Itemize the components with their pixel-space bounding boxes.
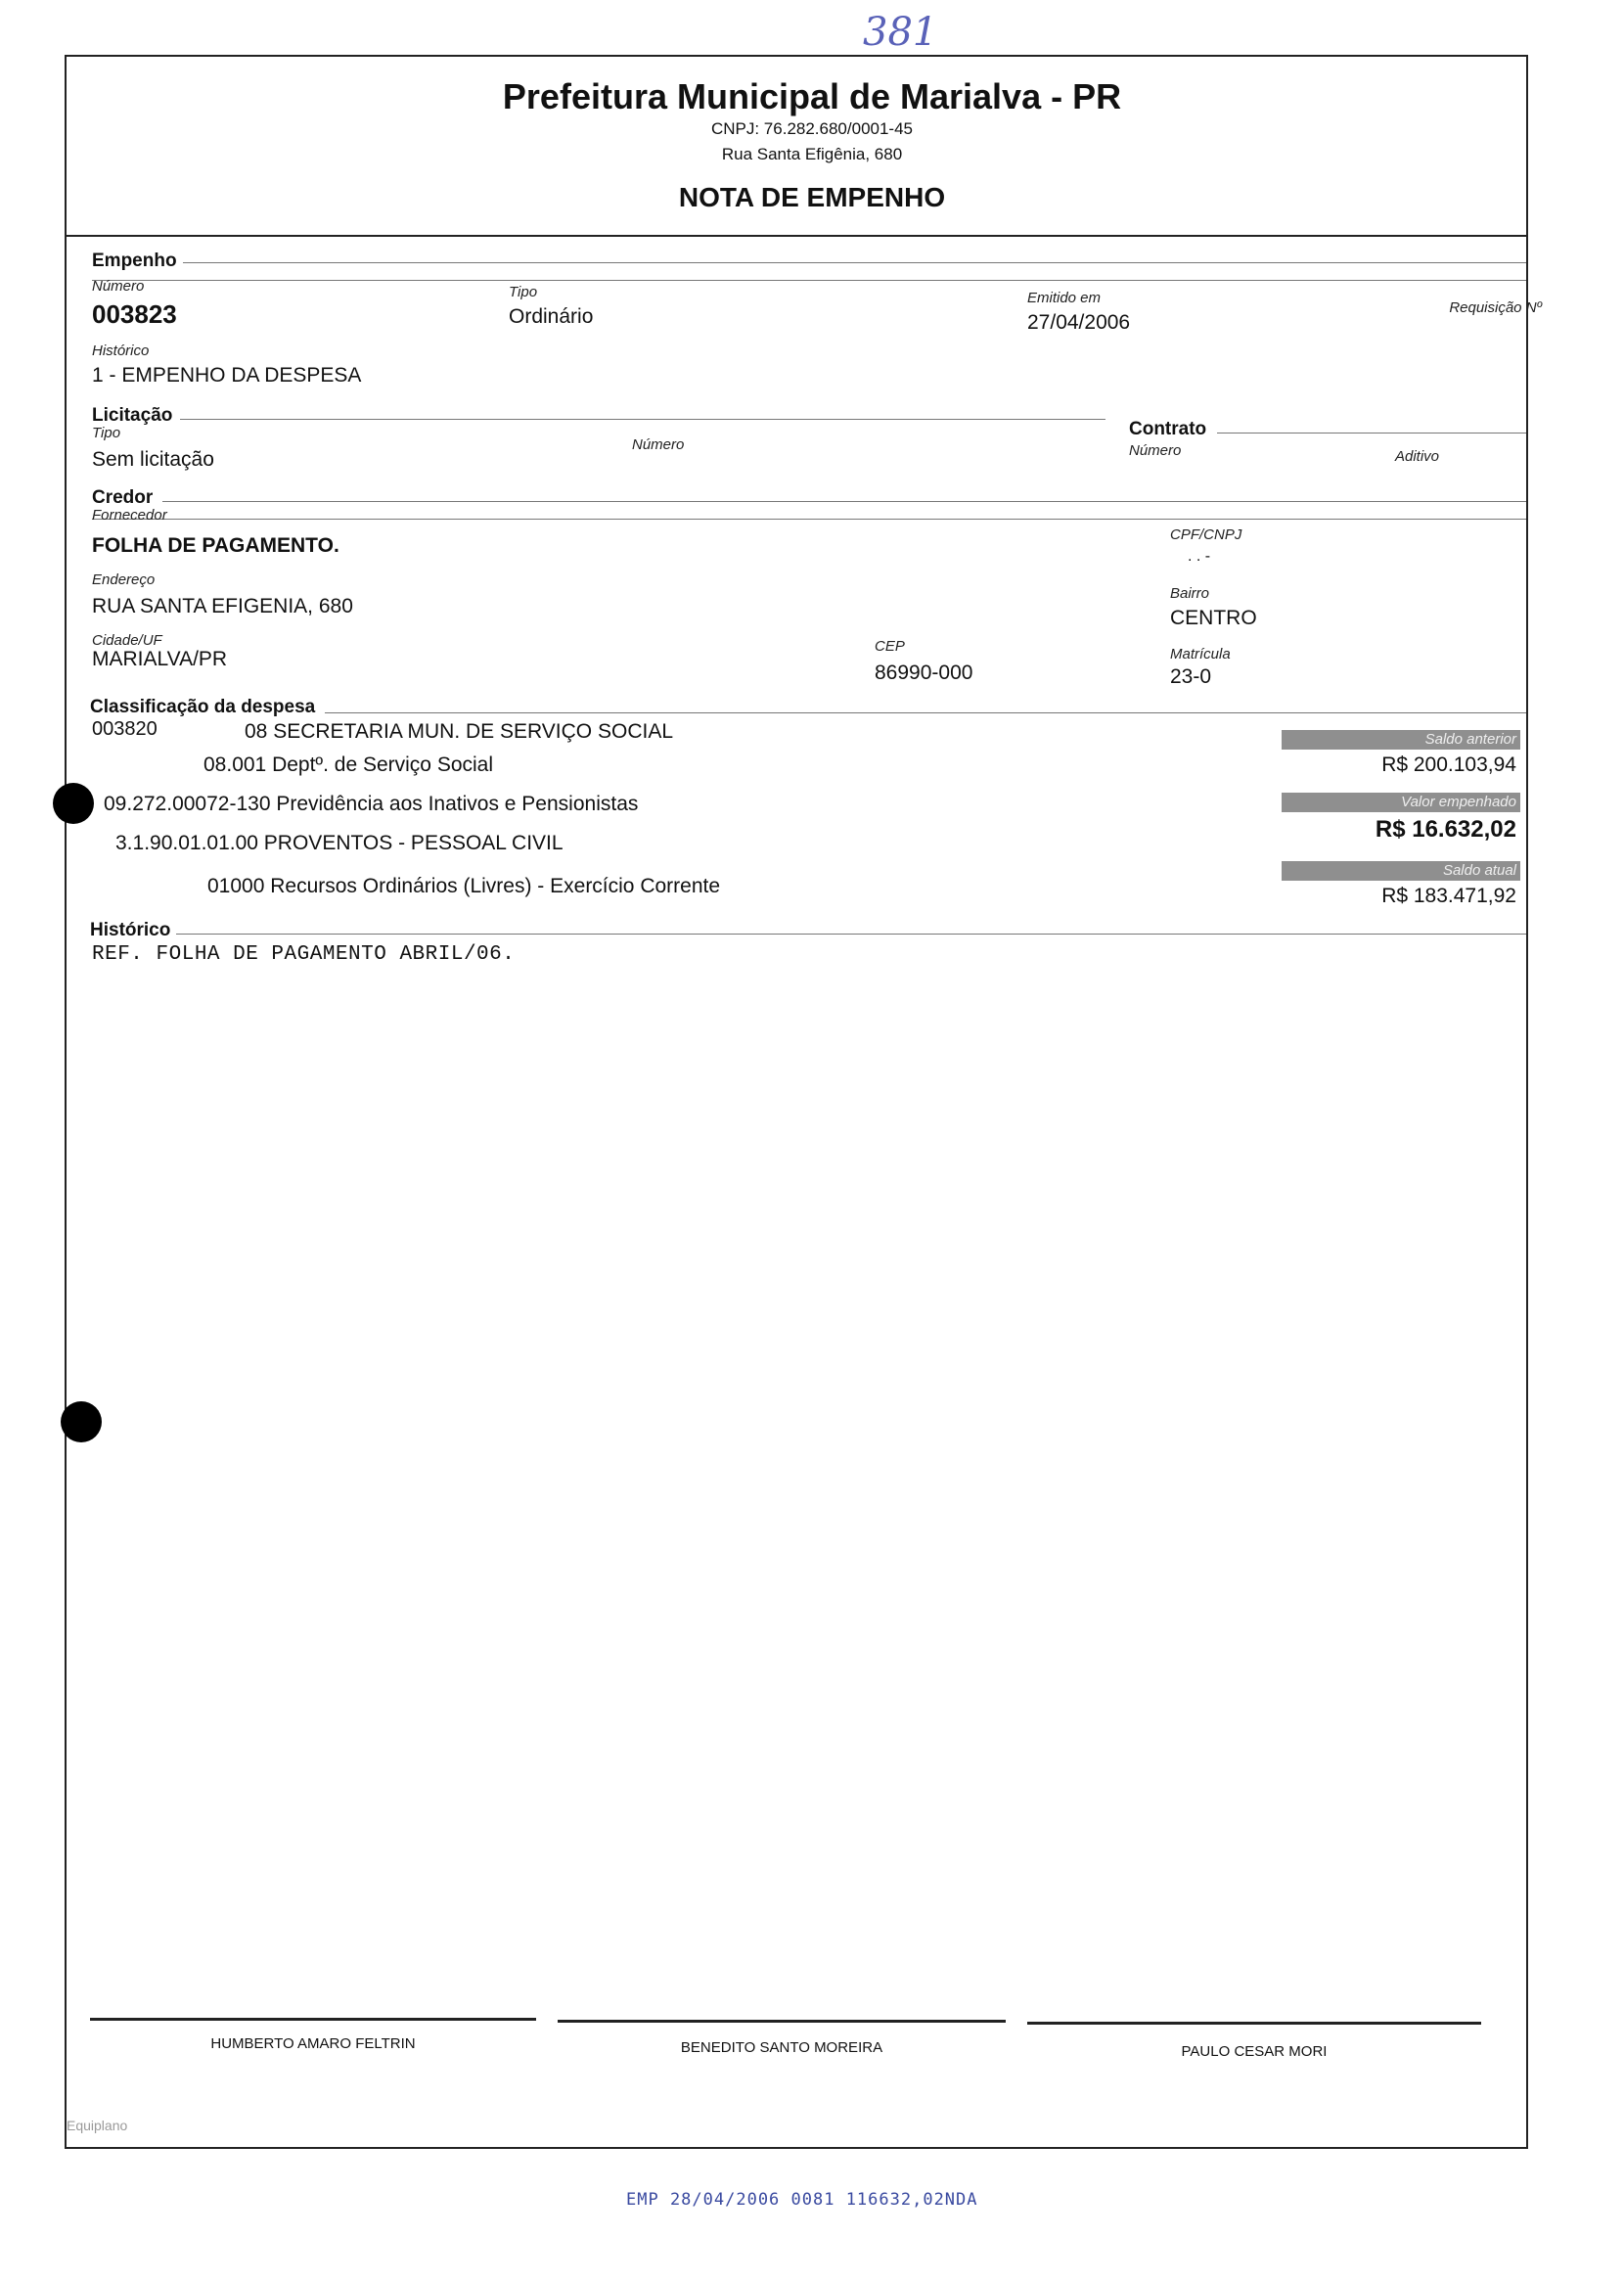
signature-name-3: PAULO CESAR MORI	[1181, 2043, 1328, 2060]
licitacao-rule	[180, 419, 1105, 420]
section-credor: Credor	[92, 487, 158, 509]
section-empenho: Empenho	[92, 251, 183, 272]
address-line: Rua Santa Efigênia, 680	[721, 145, 903, 163]
section-contrato: Contrato	[1129, 419, 1212, 440]
signature-name-2: BENEDITO SANTO MOREIRA	[680, 2039, 883, 2056]
empenho-tipo: Ordinário	[509, 305, 594, 328]
requisicao-label: Requisição Nº	[1449, 299, 1542, 316]
punch-hole-bottom	[61, 1401, 102, 1442]
classificacao-rule	[325, 712, 1526, 713]
empenho-subrule	[92, 280, 1526, 281]
bairro-label: Bairro	[1170, 585, 1210, 602]
emitido-label: Emitido em	[1027, 290, 1102, 306]
empenho-historico: 1 - EMPENHO DA DESPESA	[92, 364, 362, 387]
contrato-aditivo-label: Aditivo	[1395, 448, 1440, 465]
classificacao-line1: 08 SECRETARIA MUN. DE SERVIÇO SOCIAL	[245, 720, 674, 743]
saldo-atual-value: R$ 183.471,92	[1381, 885, 1516, 907]
cpf-label: CPF/CNPJ	[1170, 526, 1242, 543]
header-divider	[65, 235, 1526, 237]
credor-rule	[162, 501, 1526, 502]
bairro-value: CENTRO	[1170, 607, 1257, 629]
numero-label: Número	[92, 278, 145, 295]
cep-label: CEP	[875, 638, 905, 655]
historico-label: Histórico	[92, 342, 150, 359]
empenho-numero: 003823	[92, 299, 177, 329]
credor-subrule	[92, 519, 1526, 520]
licitacao-tipo-label: Tipo	[92, 425, 121, 441]
municipality-title: Prefeitura Municipal de Marialva - PR	[502, 76, 1122, 116]
licitacao-tipo: Sem licitação	[92, 448, 214, 471]
signature-line-2	[558, 2020, 1006, 2023]
fornecedor-label: Fornecedor	[92, 507, 167, 524]
historico-rule	[166, 934, 1526, 935]
classificacao-line4: 3.1.90.01.01.00 PROVENTOS - PESSOAL CIVIL	[115, 832, 564, 854]
saldo-atual-label: Saldo atual	[1282, 861, 1520, 881]
classificacao-line3: 09.272.00072-130 Previdência aos Inativos e Pensionistas	[104, 793, 639, 815]
cpf-value: . . -	[1188, 548, 1211, 565]
cidade-value: MARIALVA/PR	[92, 648, 228, 670]
saldo-anterior-value: R$ 200.103,94	[1381, 753, 1516, 776]
historico-text: REF. FOLHA DE PAGAMENTO ABRIL/06.	[92, 943, 516, 966]
valor-empenhado-value: R$ 16.632,02	[1375, 816, 1516, 843]
contrato-numero-label: Número	[1129, 442, 1182, 459]
contrato-rule	[1217, 433, 1526, 434]
signature-name-1: HUMBERTO AMARO FELTRIN	[210, 2035, 416, 2052]
section-licitacao: Licitação	[92, 405, 178, 427]
cnpj-line: CNPJ: 76.282.680/0001-45	[710, 119, 914, 138]
classificacao-line2: 08.001 Deptº. de Serviço Social	[203, 753, 494, 776]
licitacao-numero-label: Número	[632, 436, 685, 453]
software-brand: Equiplano	[67, 2118, 128, 2133]
endereco-value: RUA SANTA EFIGENIA, 680	[92, 595, 353, 617]
tipo-label: Tipo	[509, 284, 538, 300]
valor-empenhado-label: Valor empenhado	[1282, 793, 1520, 812]
matricula-value: 23-0	[1170, 665, 1212, 688]
fornecedor-value: FOLHA DE PAGAMENTO.	[92, 534, 339, 557]
saldo-anterior-label: Saldo anterior	[1282, 730, 1520, 750]
classificacao-line5: 01000 Recursos Ordinários (Livres) - Exercício Corrente	[207, 875, 721, 897]
document-title: NOTA DE EMPENHO	[678, 182, 946, 212]
punch-hole-top	[53, 783, 94, 824]
endereco-label: Endereço	[92, 571, 156, 588]
section-historico: Histórico	[90, 920, 176, 941]
matricula-label: Matrícula	[1170, 646, 1231, 662]
cep-value: 86990-000	[875, 662, 973, 684]
section-classificacao: Classificação da despesa	[90, 697, 321, 718]
cidade-label: Cidade/UF	[92, 632, 162, 649]
classificacao-code: 003820	[92, 718, 158, 740]
handwritten-page-number: 381	[863, 10, 938, 55]
signature-line-1	[90, 2018, 536, 2021]
empenho-rule	[176, 262, 1526, 263]
signature-line-3	[1027, 2022, 1481, 2025]
emitido-date: 27/04/2006	[1027, 311, 1131, 334]
processing-stamp: EMP 28/04/2006 0081 116632,02NDA	[626, 2190, 978, 2210]
